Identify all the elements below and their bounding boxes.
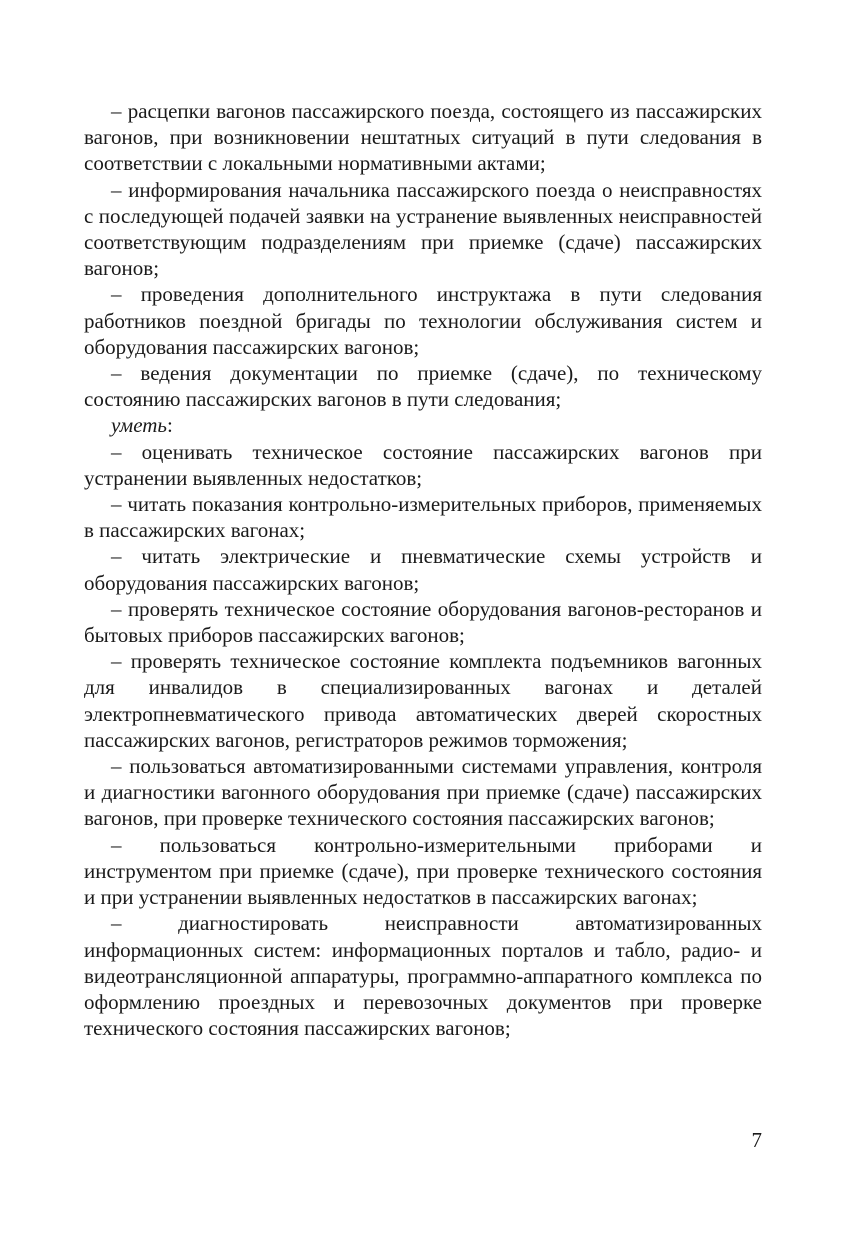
list-item: – расцепки вагонов пассажирского поезда, состоящего из пассажирских вагонов, при возникновении нештатных ситуаций в пути следования в соответствии с локальными нормативными актами; — [84, 99, 762, 176]
body-text — [84, 98, 762, 1041]
list-item: – проведения дополнительного инструктажа в пути следования работников поездной бригады по технологии обслуживания систем и оборудования пассажирских вагонов; — [84, 282, 762, 359]
skills-heading — [84, 412, 762, 438]
skills-colon: : — [166, 413, 173, 438]
list-item: – пользоваться автоматизированными системами управления, контроля и диагностики вагонного оборудования при приемке (сдаче) пассажирских вагонов, при проверке технического состояния пассажирских вагонов; — [84, 754, 762, 831]
list-item: – пользоваться контрольно-измерительными приборами и инструментом при приемке (сдаче), при проверке технического состояния и при устранении выявленных недостатков в пассажирских вагонах; — [84, 832, 762, 910]
list-item: – проверять техническое состояние комплекта подъемников вагонных для инвалидов в специализированных вагонах и деталей электропневматического привода автоматических дверей скоростных пассажирских вагонов, регистраторов режимов торможения; — [84, 649, 762, 752]
list-item: – ведения документации по приемке (сдаче), по техническому состоянию пассажирских вагонов в пути следования; — [84, 361, 762, 412]
page-number: 7 — [751, 1128, 762, 1152]
list-item: – проверять техническое состояние оборудования вагонов-ресторанов и бытовых приборов пассажирских вагонов; — [84, 596, 762, 648]
skills-label: уметь — [111, 413, 167, 438]
list-item: – оценивать техническое состояние пассажирских вагонов при устранении выявленных недостатков; — [84, 439, 762, 490]
list-item: – читать показания контрольно-измерительных приборов, применяемых в пассажирских вагонах; — [84, 492, 762, 543]
list-item: – читать электрические и пневматические схемы устройств и оборудования пассажирских вагонов; — [84, 544, 762, 595]
list-item: – диагностировать неисправности автоматизированных информационных систем: информационных порталов и табло, радио- и видеотрансляционной аппаратуры, программно-аппаратного комплекса по оформлению проездных и перевозочных документов при проверке технического состояния пассажирских вагонов; — [84, 911, 762, 1041]
list-item: – информирования начальника пассажирского поезда о неисправностях с последующей подачей заявки на устранение выявленных неисправностей соответствующим подразделениям при приемке (сдаче) пассажирских вагонов; — [84, 177, 762, 281]
